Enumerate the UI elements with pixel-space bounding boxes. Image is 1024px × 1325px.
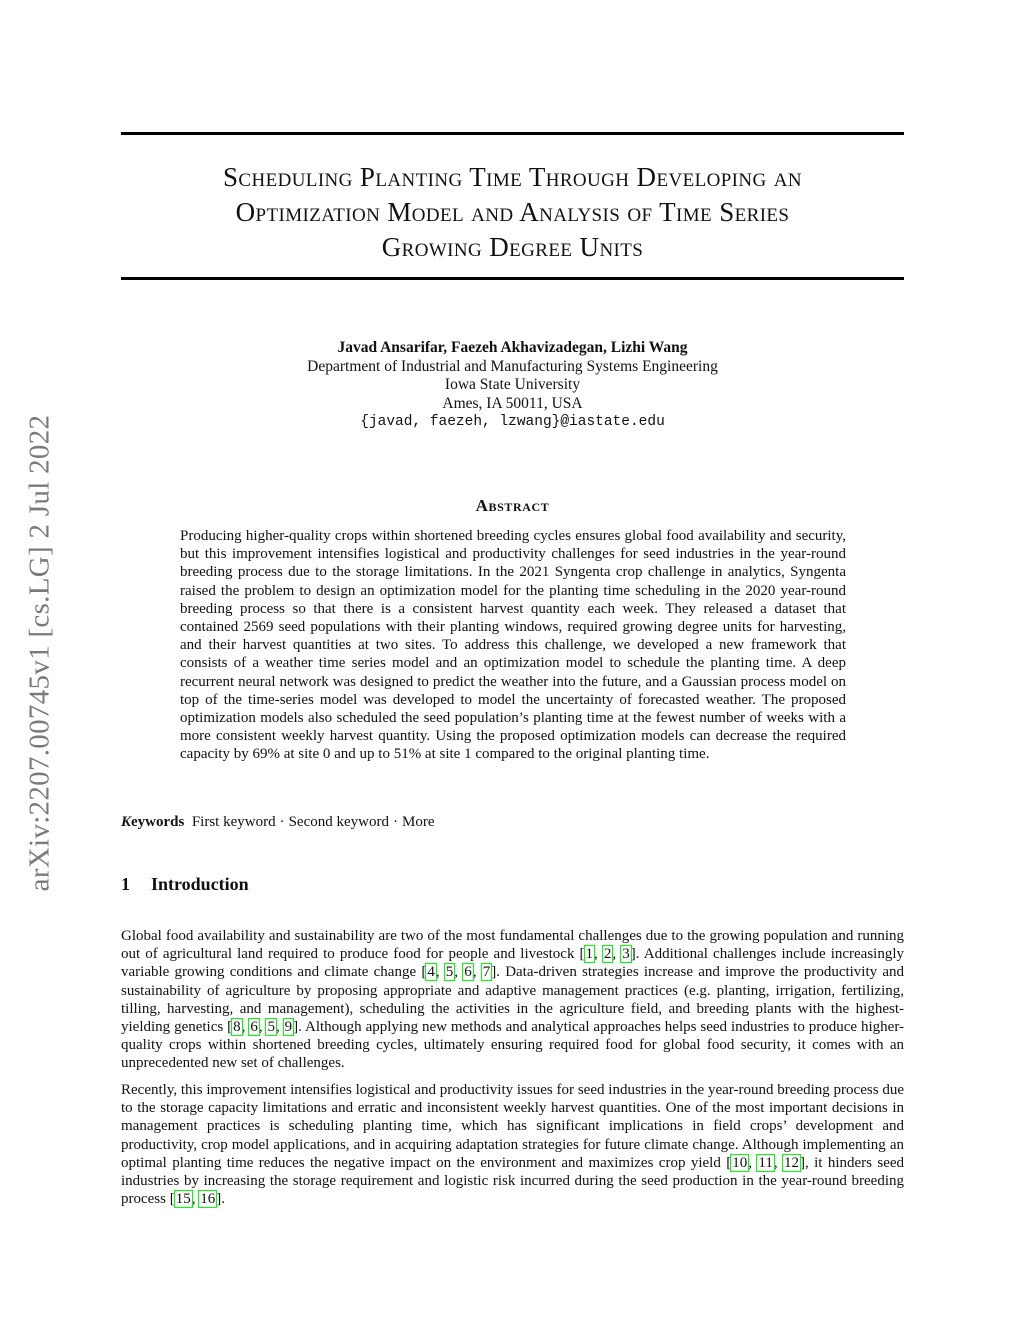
- citation-link[interactable]: 12: [783, 1154, 799, 1171]
- abstract-text: Producing higher-quality crops within shortened breeding cycles ensures global food availability and security, but this improvement intensifies logistical and productivity challenges for seed industries in the year-round breeding process due to the storage limitations. In the 2021 Syngenta crop challenge in analytics, Syngenta raised the problem to design an optimization model for the planting time scheduling in the 2020 year-round breeding process so that there is a consistent harvest quantity each week. They released a dataset that contained 2569 seed populations with their planting windows, required growing degree units for harvesting, and their harvest quantities at two sites. To address this challenge, we developed a new framework that consists of a weather time series model and an optimization model to schedule the planting time. A deep recurrent neural network was designed to predict the weather into the future, and a Gaussian process model on top of the time-series model was developed to model the uncertainty of forecasted weather. The proposed optimization models also scheduled the seed population’s planting time at the fewest number of weeks with a more consistent weekly harvest quantity. Using the proposed optimization models can decrease the required capacity by 69% at site 0 and up to 51% at site 1 compared to the original planting time.: [180, 528, 846, 763]
- title-rule-bottom: [121, 277, 904, 280]
- arxiv-id[interactable]: arXiv:2207.00745v1 [cs.LG] 2 Jul 2022: [23, 414, 56, 891]
- citation-link[interactable]: 8: [233, 1019, 241, 1036]
- title-line-2: Optimization Model and Analysis of Time Series: [235, 197, 790, 227]
- citation-link[interactable]: 9: [284, 1019, 293, 1036]
- keyword-item: More: [402, 814, 435, 830]
- title-line-1: Scheduling Planting Time Through Developing an: [222, 162, 803, 192]
- keywords: Keywords First keyword · Second keyword · More: [121, 814, 435, 830]
- citation-link[interactable]: 6: [250, 1019, 258, 1036]
- intro-paragraph-1: Global food availability and sustainability are two of the most fundamental challenges due to the growing population and running out of agricultural land required to produce food for people and livestock [1, 2, 3]. Additional challenges include increasingly variable growing conditions and climate change [4, 5, 6, 7]. Data-driven strategies increase and improve the productivity and sustainability of agriculture by proposing appropriate and adaptive management practices (e.g. planting, irrigation, fertilizing, tilling, harvesting, and management), scheduling the activities in the agriculture field, and breeding plants with the highest-yielding genetics [8, 6, 5, 9]. Although applying new methods and analytical approaches helps seed industries to produce higher-quality crops within shortened breeding cycles, ultimately ensuring required food for global food security, it comes with an unprecedented new set of challenges.: [121, 928, 905, 1072]
- citation-link[interactable]: 5: [445, 964, 454, 981]
- citation-link[interactable]: 7: [482, 964, 491, 981]
- department: Department of Industrial and Manufacturing Systems Engineering: [307, 357, 718, 375]
- citation-link[interactable]: 6: [464, 964, 472, 981]
- intro-paragraph-2: Recently, this improvement intensifies logistical and productivity issues for seed industries in the year-round breeding process due to the storage capacity limitations and erratic and inconsistent weekly harvest quantities. One of the most important decisions in management practices is scheduling planting time, which has significant implications in field crops’ development and productivity, crop model applications, and in acquiring adaptation strategies for future climate change. Although implementing an optimal planting time reduces the negative impact on the environment and maximizes crop yield [10, 11, 12], it hinders seed industries by increasing the storage requirement and logistic risk incurred during the seed production in the year-round breeding process [15, 16].: [121, 1082, 905, 1208]
- citation-link[interactable]: 11: [758, 1154, 773, 1171]
- citation-link[interactable]: 15: [175, 1191, 191, 1208]
- arxiv-stamp: [20, 375, 60, 930]
- citation-link[interactable]: 5: [267, 1019, 275, 1036]
- location: Ames, IA 50011, USA: [442, 394, 583, 412]
- author-email: {javad, faezeh, lzwang}@iastate.edu: [360, 414, 665, 430]
- section-title: Introduction: [151, 874, 249, 894]
- section-number: 1: [121, 874, 130, 894]
- paper-title: [121, 160, 904, 265]
- keyword-item: Second keyword: [288, 814, 389, 830]
- citation-link[interactable]: 2: [603, 946, 612, 963]
- title-line-3: Growing Degree Units: [381, 232, 644, 262]
- section-heading-introduction: [121, 874, 249, 895]
- citation-link[interactable]: 16: [200, 1191, 216, 1208]
- abstract-heading: Abstract: [475, 496, 550, 515]
- university: Iowa State University: [444, 376, 581, 393]
- citation-link[interactable]: 4: [427, 964, 435, 981]
- citation-link[interactable]: 3: [622, 946, 630, 963]
- author-block: [121, 339, 904, 432]
- keywords-label: Keywords: [121, 814, 185, 830]
- author-names: Javad Ansarifar, Faezeh Akhavizadegan, Lizhi Wang: [337, 339, 688, 356]
- keyword-item: First keyword: [191, 814, 276, 830]
- citation-link[interactable]: 10: [732, 1154, 748, 1171]
- citation-link[interactable]: 1: [585, 946, 594, 963]
- title-rule-top: [121, 132, 904, 135]
